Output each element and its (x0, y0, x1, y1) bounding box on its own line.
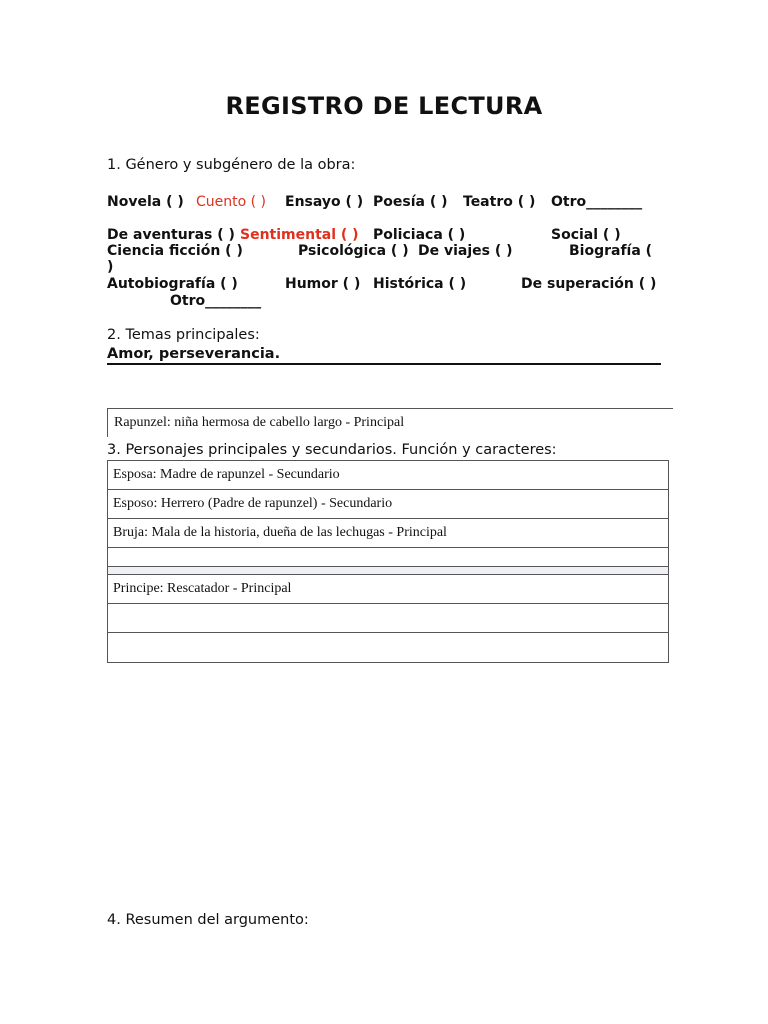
table-row: Esposo: Herrero (Padre de rapunzel) - Secundario (108, 490, 668, 519)
table-separator (108, 567, 668, 575)
subgenre-social: Social ( ) (551, 227, 621, 243)
table-row: Principe: Rescatador - Principal (108, 575, 668, 604)
subgenre-humor: Humor ( ) (285, 276, 361, 292)
question-3: 3. Personajes principales y secundarios. Función y caracteres: (107, 442, 557, 458)
subgenre-viajes: De viajes ( ) (418, 243, 513, 259)
subgenre-superacion: De superación ( ) (521, 276, 657, 292)
subgenre-historica: Histórica ( ) (373, 276, 467, 292)
temas-answer: Amor, perseverancia. (107, 346, 661, 365)
genre-teatro: Teatro ( ) (463, 194, 536, 210)
rapunzel-cell-frame (107, 408, 673, 437)
table-row (108, 633, 668, 662)
subgenre-biografia: Biografía ( (569, 243, 653, 259)
table-row: Esposa: Madre de rapunzel - Secundario (108, 461, 668, 490)
question-2: 2. Temas principales: (107, 327, 260, 343)
rapunzel-cell-text: Rapunzel: niña hermosa de cabello largo - Principal (114, 415, 405, 430)
page-title: REGISTRO DE LECTURA (225, 92, 543, 120)
genre-otro: Otro________ (551, 194, 643, 210)
genre-cuento-selected: Cuento ( ) (196, 194, 267, 210)
question-4: 4. Resumen del argumento: (107, 912, 309, 928)
characters-table (107, 460, 669, 663)
subgenre-otro: Otro________ (170, 293, 262, 309)
subgenre-autobiografia: Autobiografía ( ) (107, 276, 238, 292)
subgenre-ciencia-ficcion: Ciencia ficción ( ) (107, 243, 243, 259)
subgenre-psicologica: Psicológica ( ) (298, 243, 409, 259)
subgenre-policiaca: Policiaca ( ) (373, 227, 466, 243)
table-row (108, 548, 668, 567)
genre-ensayo: Ensayo ( ) (285, 194, 364, 210)
subgenre-biografia-close: ) (107, 259, 114, 275)
subgenre-aventuras: De aventuras ( ) (107, 227, 235, 243)
question-1: 1. Género y subgénero de la obra: (107, 157, 356, 173)
genre-novela: Novela ( ) (107, 194, 184, 210)
table-row (108, 604, 668, 633)
table-row: Bruja: Mala de la historia, dueña de las lechugas - Principal (108, 519, 668, 548)
subgenre-sentimental-selected: Sentimental ( ) (240, 227, 359, 243)
genre-poesia: Poesía ( ) (373, 194, 448, 210)
